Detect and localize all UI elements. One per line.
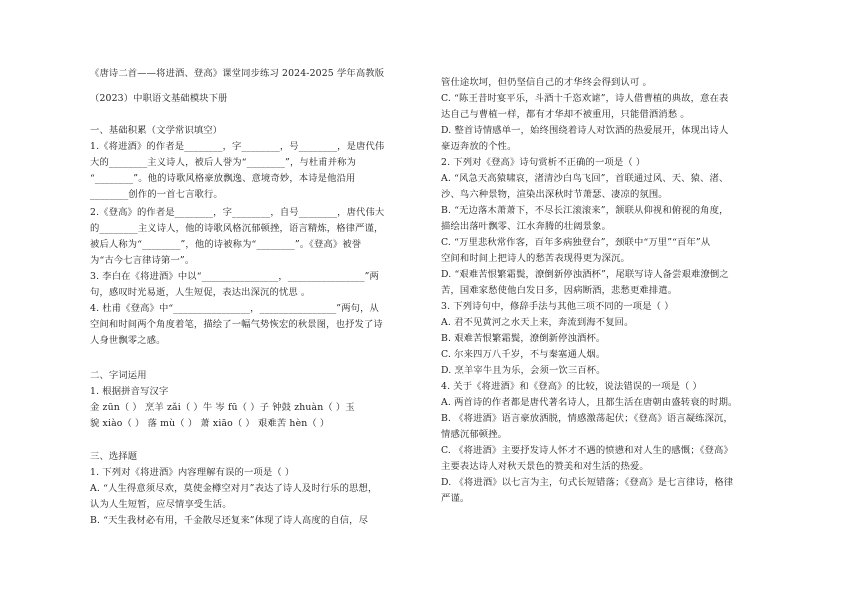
right-line: D. “艰难苦恨繁霜鬓，潦倒新停浊酒杯”，尾联写诗人备尝艰难潦倒之	[441, 269, 729, 280]
right-line: D. 整首诗情感单一，始终围绕着诗人对饮酒的热爱展开，体现出诗人	[441, 125, 729, 136]
left-line: 三、选择题	[90, 451, 138, 462]
right-line: D. 《将进酒》以七言为主，句式长短错落；《登高》是七言律诗，格律	[441, 477, 734, 488]
right-line: B. “无边落木萧萧下，不尽长江滚滚来”，颔联从仰视和俯视的角度，	[441, 205, 729, 216]
right-line: 描绘出落叶飘零、江水奔腾的壮阔景象。	[441, 221, 612, 232]
right-line: A. “风急天高猿啸哀，渚清沙白鸟飞回”，首联通过风、天、猿、渚、	[441, 173, 729, 184]
right-line: 4. 关于《将进酒》和《登高》的比较，说法错误的一项是（ ）	[441, 381, 702, 392]
left-line: 一、基础积累（文学常识填空）	[90, 125, 223, 136]
right-line: 2. 下列对《登高》诗句赏析不正确的一项是（ ）	[441, 157, 646, 168]
left-line: A. “人生得意须尽欢，莫使金樽空对月”表达了诗人及时行乐的思想，	[90, 483, 378, 494]
left-line: （2023）中职语文基础模块下册	[90, 93, 228, 104]
right-line: C. 《将进酒》主要抒发诗人怀才不遇的愤懑和对人生的感慨；《登高》	[441, 445, 733, 456]
left-line: 貌 xiào（ ） 落 mù（ ） 萧 xiāo（ ） 艰难苦 hèn（ ）	[90, 418, 330, 429]
right-line: C. “陈王昔时宴平乐，斗酒十千恣欢谑”，诗人借曹植的典故，意在表	[441, 93, 729, 104]
right-line: 沙、鸟六种景物，渲染出深秋时节萧瑟、凄凉的氛围。	[441, 189, 668, 200]
right-line: B. 艰难苦恨繁霜鬓，潦倒新停浊酒杯。	[441, 333, 606, 344]
left-line: 3. 李白在《将进酒》中以“________________，________________”两	[90, 271, 379, 282]
left-line: 大的________主义诗人，被后人誉为“________”，与杜甫并称为	[90, 157, 357, 168]
left-line: 1. 下列对《将进酒》内容理解有误的一项是（ ）	[90, 467, 295, 478]
right-line: 管仕途坎坷，但仍坚信自己的才华终会得到认可 。	[441, 77, 652, 88]
right-line: D. 烹羊宰牛且为乐，会须一饮三百杯。	[441, 365, 606, 376]
right-line: C. “万里悲秋常作客，百年多病独登台”，颈联中“万里”“百年”从	[441, 237, 711, 248]
left-line: 的________主义诗人，他的诗歌风格沉郁顿挫，语言精炼，格律严谨，	[90, 223, 384, 234]
right-line: 主要表达诗人对秋天景色的赞美和对生活的热爱。	[441, 461, 649, 472]
left-line: 人身世飘零之感。	[90, 335, 166, 346]
left-line: “________”。他的诗歌风格豪放飘逸、意境奇妙，本诗是他沿用	[90, 173, 356, 184]
right-line: B. 《将进酒》语言豪放洒脱，情感激荡起伏；《登高》语言凝练深沉，	[441, 413, 733, 424]
left-line: 二、字词运用	[90, 370, 147, 381]
right-line: 空间和时间上把诗人的愁苦表现得更为深沉。	[441, 253, 630, 264]
right-line: 情感沉郁顿挫。	[441, 429, 508, 440]
right-line: C. 尔来四万八千岁，不与秦塞通人烟。	[441, 349, 606, 360]
right-line: 苦，国难家愁使他白发日多，因病断酒，悲愁更难排遣。	[441, 285, 678, 296]
left-line: 为“古今七言律诗第一”。	[90, 255, 195, 266]
left-line: 金 zūn（ ） 烹羊 zǎi（ ）牛 岑 fū（ ）子 钟鼓 zhuàn（ ）玉	[90, 402, 355, 413]
left-line: 认为人生短暂，应尽情享受生活。	[90, 499, 232, 510]
left-line: 空间和时间两个角度着笔，描绘了一幅气势恢宏的秋景图，也抒发了诗	[90, 319, 383, 330]
left-line: 1.《将进酒》的作者是________，字________，号________，是唐代伟	[90, 141, 385, 152]
left-line: 《唐诗二首——将进酒、登高》课堂同步练习 2024-2025 学年高教版	[90, 68, 385, 79]
left-line: B. “天生我材必有用，千金散尽还复来”体现了诗人高度的自信，尽	[90, 515, 369, 526]
left-line: 被后人称为“________”，他的诗被称为“________”。《登高》被誉	[90, 239, 362, 250]
right-line: 严谨。	[441, 493, 470, 504]
left-line: 4. 杜甫《登高》中“________________，________________”两句，从	[90, 303, 379, 314]
left-line: ________创作的一首七言歌行。	[90, 189, 223, 200]
right-line: A. 两首诗的作者都是唐代著名诗人，且都生活在唐朝由盛转衰的时期。	[441, 397, 738, 408]
right-line: 达自己与曹植一样，都有才华却不被重用，只能借酒消愁 。	[441, 109, 690, 120]
right-line: A. 君不见黄河之水天上来，奔流到海不复回。	[441, 317, 634, 328]
right-line: 豪迈奔放的个性。	[441, 141, 517, 152]
left-line: 1. 根据拼音写汉字	[90, 386, 169, 397]
left-line: 句，感叹时光易逝，人生短促，表达出深沉的忧思 。	[90, 287, 311, 298]
right-line: 3. 下列诗句中，修辞手法与其他三项不同的一项是（ ）	[441, 301, 674, 312]
left-line: 2.《登高》的作者是________，字________，自号________，唐代伟大	[90, 207, 385, 218]
